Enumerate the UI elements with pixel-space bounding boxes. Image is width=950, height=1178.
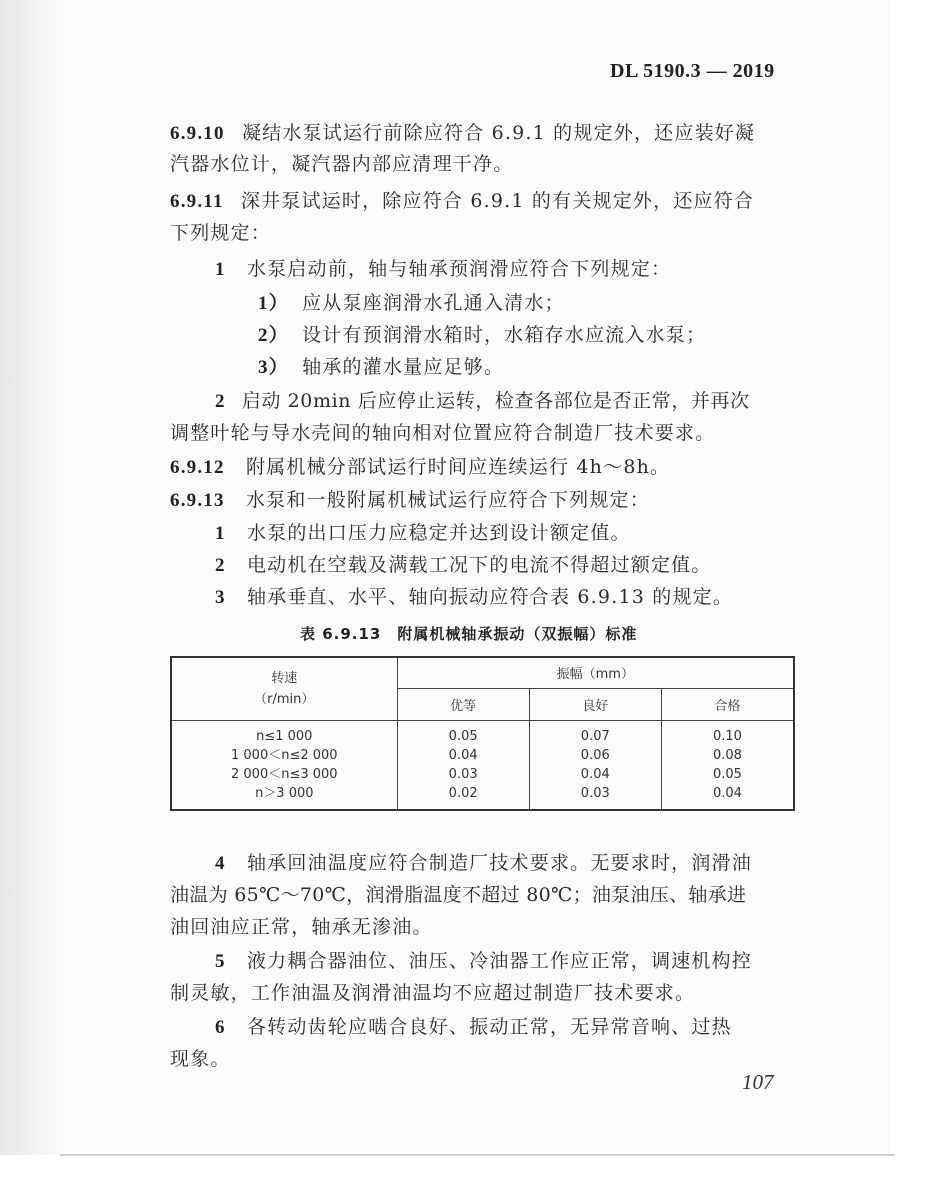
item-number: 5 (215, 951, 226, 972)
pass-value: 0.08 (712, 747, 742, 763)
item-text: 各转动齿轮应啮合良好、振动正常，无异常音响、过热 (246, 1016, 732, 1038)
col-good-header: 良好 (529, 688, 661, 720)
list-item-4 (215, 848, 752, 875)
good-column-cell (529, 720, 661, 810)
sub-item-1 (258, 288, 565, 315)
page-margin-right (890, 0, 950, 1178)
excellent-value: 0.03 (448, 766, 478, 782)
clause-6-9-11 (170, 186, 754, 213)
sub-item-text: 应从泵座润滑水孔通入清水； (302, 292, 565, 314)
clause-number: 6.9.12 (170, 457, 225, 478)
page-bottom-edge-line (60, 1154, 895, 1156)
pass-value: 0.05 (712, 766, 742, 782)
clause-6-9-10 (170, 118, 755, 145)
item-text-continued: 油回油应正常，轴承无渗油。 (170, 916, 433, 938)
item-text: 水泵的出口压力应稳定并达到设计额定值。 (246, 522, 631, 544)
pass-value: 0.04 (712, 785, 742, 801)
excellent-value: 0.04 (448, 747, 478, 763)
table-title: 表 6.9.13 附属机械轴承振动（双振幅）标准 (300, 625, 638, 643)
speed-column-cell (171, 720, 397, 810)
clause-6-9-12 (170, 452, 670, 479)
item-text-continued: 调整叶轮与导水壳间的轴向相对位置应符合制造厂技术要求。 (170, 422, 716, 444)
good-value: 0.03 (580, 785, 610, 801)
item-number: 1 (215, 259, 226, 280)
pass-column-cell (661, 720, 794, 810)
clause-text: 附属机械分部试运行时间应连续运行 4h～8h。 (245, 456, 671, 478)
speed-value: n≤1 000 (256, 728, 313, 744)
item-number: 6 (215, 1017, 226, 1038)
sub-item-text: 设计有预润滑水箱时，水箱存水应流入水泵； (302, 324, 707, 346)
clause-text-continued: 汽器水位计，凝汽器内部应清理干净。 (170, 153, 514, 175)
page-margin-bottom (0, 1155, 950, 1178)
list-item-6 (215, 1012, 732, 1039)
sub-item-2 (258, 320, 706, 347)
page-number: 107 (742, 1070, 774, 1094)
clause-number: 6.9.10 (170, 123, 225, 144)
good-value: 0.06 (580, 747, 610, 763)
excellent-value: 0.02 (448, 785, 478, 801)
col-excellent-header: 优等 (397, 688, 529, 720)
item-text: 启动 20min 后应停止运转，检查各部位是否正常，并再次 (241, 390, 750, 412)
table-body-row (171, 720, 794, 810)
vibration-standard-table (170, 656, 795, 811)
sub-item-3 (258, 352, 504, 379)
speed-header-cell (171, 657, 397, 720)
item-text: 水泵启动前，轴与轴承预润滑应符合下列规定： (246, 258, 672, 280)
good-value: 0.07 (580, 728, 610, 744)
clause-text: 凝结水泵试运行前除应符合 6.9.1 的规定外，还应装好凝 (241, 122, 756, 144)
item-text: 电动机在空载及满载工况下的电流不得超过额定值。 (246, 554, 712, 576)
item-number: 2 (215, 391, 226, 412)
clause-number: 6.9.13 (170, 490, 225, 511)
speed-unit: （r/min） (254, 691, 315, 707)
excellent-column-cell (397, 720, 529, 810)
item-number: 4 (215, 853, 226, 874)
standard-code-header: DL 5190.3 — 2019 (610, 60, 775, 82)
item-text-continued: 油温为 65℃～70℃，润滑脂温度不超过 80℃；油泵油压、轴承进 (170, 884, 747, 906)
speed-value: 2 000＜n≤3 000 (231, 766, 338, 782)
item-text-continued: 现象。 (170, 1048, 231, 1070)
clause-text: 深井泵试运时，除应符合 6.9.1 的有关规定外，还应符合 (240, 190, 755, 212)
sub-item-number: 2） (258, 325, 289, 346)
item-text: 液力耦合器油位、油压、冷油器工作应正常，调速机构控 (246, 950, 752, 972)
binding-shadow (0, 0, 70, 1178)
excellent-value: 0.05 (448, 728, 478, 744)
list-item-1 (215, 518, 631, 545)
item-text-continued: 制灵敏，工作油温及润滑油温均不应超过制造厂技术要求。 (170, 982, 696, 1004)
sub-item-number: 3） (258, 357, 289, 378)
speed-value: 1 000＜n≤2 000 (231, 747, 338, 763)
list-item-2 (215, 386, 750, 413)
amplitude-header: 振幅（mm） (397, 657, 794, 688)
item-text: 轴承回油温度应符合制造厂技术要求。无要求时，润滑油 (246, 852, 752, 874)
table-header-row (171, 657, 794, 688)
list-item-1 (215, 254, 671, 281)
clause-number: 6.9.11 (170, 191, 224, 212)
clause-text-continued: 下列规定： (170, 222, 272, 244)
speed-value: n＞3 000 (255, 785, 314, 801)
item-number: 3 (215, 587, 226, 608)
sub-item-number: 1） (258, 293, 289, 314)
item-number: 2 (215, 555, 226, 576)
pass-value: 0.10 (712, 728, 742, 744)
item-number: 1 (215, 523, 226, 544)
clause-6-9-13 (170, 485, 650, 512)
list-item-2 (215, 550, 712, 577)
clause-text: 水泵和一般附属机械试运行应符合下列规定： (245, 489, 650, 511)
speed-header: 转速 (271, 670, 298, 686)
list-item-3 (215, 582, 733, 609)
list-item-5 (215, 946, 752, 973)
sub-item-text: 轴承的灌水量应足够。 (302, 356, 505, 378)
col-pass-header: 合格 (661, 688, 794, 720)
good-value: 0.04 (580, 766, 610, 782)
item-text: 轴承垂直、水平、轴向振动应符合表 6.9.13 的规定。 (246, 586, 734, 608)
